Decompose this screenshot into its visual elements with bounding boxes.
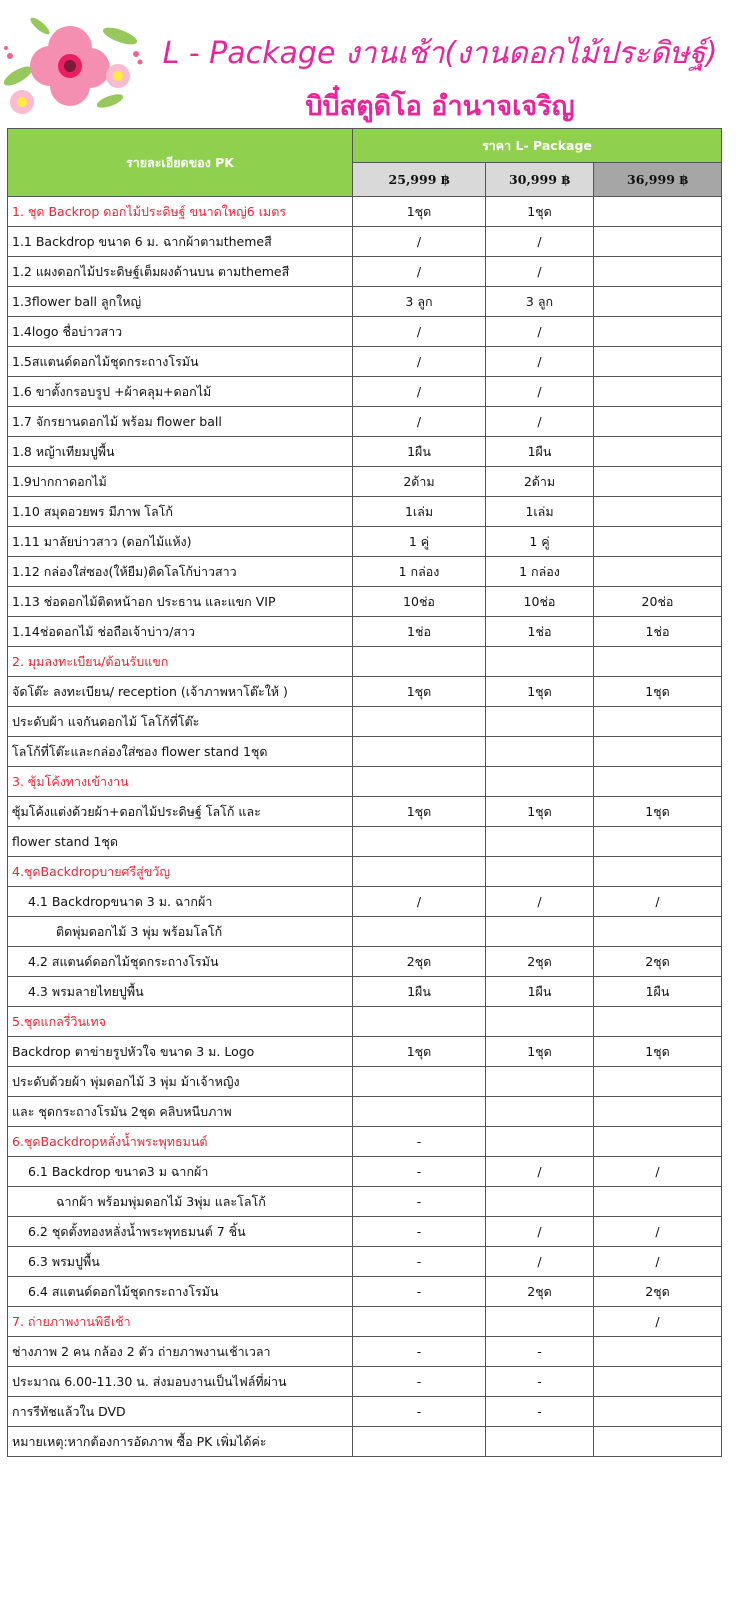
section-row [8,1127,722,1157]
row-description: 1.9ปากกาดอกไม้ [8,467,353,497]
package-1-value: 2ด้าม [353,467,486,497]
package-3-value [594,287,722,317]
row-description: 1.12 กล่องใส่ซอง(ให้ยืม)ติดโลโก้บ่าวสาว [8,557,353,587]
package-1-value: - [353,1247,486,1277]
table-row [8,1217,722,1247]
table-row [8,917,722,947]
package-3-value: / [594,1307,722,1337]
package-1-value: / [353,887,486,917]
row-description: 1.1 Backdrop ขนาด 6 ม. ฉากผ้าตามthemeสี [8,227,353,257]
row-description: ฉากผ้า พร้อมพุ่มดอกไม้ 3พุ่ม และโลโก้ [8,1187,353,1217]
table-row [8,467,722,497]
price-header: ราคา L- Package [353,129,722,163]
package-1-value [353,1067,486,1097]
row-description: Backdrop ตาข่ายรูปหัวใจ ขนาด 3 ม. Logo [8,1037,353,1067]
table-row [8,437,722,467]
row-description: ประดับผ้า แจกันดอกไม้ โลโก้ที่โต๊ะ [8,707,353,737]
package-2-value: / [486,887,594,917]
package-3-value [594,257,722,287]
package-3-value [594,1337,722,1367]
package-1-value: / [353,377,486,407]
package-2-value: / [486,227,594,257]
package-1-value [353,707,486,737]
package-1-value [353,647,486,677]
package-3-value [594,767,722,797]
package-2-value [486,647,594,677]
row-description: ประดับด้วยผ้า พุ่มดอกไม้ 3 พุ่ม ม้าเจ้าหญิง [8,1067,353,1097]
row-description: โลโก้ที่โต๊ะและกล่องใส่ซอง flower stand 1ชุด [8,737,353,767]
table-row [8,1277,722,1307]
package-2-value: 1ผืน [486,437,594,467]
package-3-value: 2ชุด [594,947,722,977]
package-3-value [594,827,722,857]
row-description: 1.5สแตนด์ดอกไม้ชุดกระถางโรมัน [8,347,353,377]
table-row [8,587,722,617]
package-3-value [594,857,722,887]
package-2-value: 2ด้าม [486,467,594,497]
package-1-value: 1ผืน [353,977,486,1007]
table-row [8,1367,722,1397]
package-3-value [594,1097,722,1127]
package-2-value: / [486,347,594,377]
package-2-value [486,767,594,797]
package-3-value [594,707,722,737]
package-1-value [353,917,486,947]
details-header: รายละเอียดของ PK [8,129,353,197]
table-row [8,617,722,647]
package-1-value: - [353,1367,486,1397]
package-2-value: 1ช่อ [486,617,594,647]
package-table [7,128,722,1457]
package-3-value: 1ชุด [594,677,722,707]
package-2-value: / [486,317,594,347]
package-1-value: / [353,407,486,437]
package-3-value [594,317,722,347]
package-2-value [486,1307,594,1337]
package-2-value: 1ผืน [486,977,594,1007]
package-3-value [594,917,722,947]
row-description: ซุ้มโค้งแต่งด้วยผ้า+ดอกไม้ประดิษฐ์ โลโก้ และ [8,797,353,827]
row-description: 1. ชุด Backrop ดอกไม้ประดิษฐ์ ขนาดใหญ่6 เมตร [8,197,353,227]
package-2-value [486,1187,594,1217]
package-3-value: / [594,1157,722,1187]
package-3-value [594,1367,722,1397]
section-row [8,197,722,227]
package-1-value [353,827,486,857]
package-1-value: - [353,1397,486,1427]
package-1-value: 1ผืน [353,437,486,467]
package-1-value: 1ชุด [353,1037,486,1067]
table-row [8,497,722,527]
package-3-value: 1ช่อ [594,617,722,647]
package-3-value [594,467,722,497]
package-1-value: - [353,1277,486,1307]
row-description: ติดพุ่มดอกไม้ 3 พุ่ม พร้อมโลโก้ [8,917,353,947]
package-1-value [353,857,486,887]
package-2-value: 1 กล่อง [486,557,594,587]
row-description: 4.ชุดBackdropบายศรีสู่ขวัญ [8,857,353,887]
row-description: 1.8 หญ้าเทียมปูพื้น [8,437,353,467]
package-2-value: 2ชุด [486,947,594,977]
section-row [8,647,722,677]
package-2-value: / [486,377,594,407]
section-row [8,857,722,887]
row-description: 1.14ช่อดอกไม้ ช่อถือเจ้าบ่าว/สาว [8,617,353,647]
table-row [8,287,722,317]
package-1-value [353,1427,486,1457]
table-row [8,1427,722,1457]
table-row [8,1037,722,1067]
package-3-value: 1ชุด [594,797,722,827]
package-2-value: / [486,407,594,437]
package-1-value: 1 คู่ [353,527,486,557]
package-3-value: / [594,887,722,917]
package-3-value [594,1187,722,1217]
row-description: 1.4logo ชื่อบ่าวสาว [8,317,353,347]
page-subtitle: บิบี๋สตูดิโอ อำนาจเจริญ [305,91,575,122]
package-1-value: - [353,1337,486,1367]
package-3-value [594,197,722,227]
package-2-value: / [486,1217,594,1247]
table-row [8,887,722,917]
package-2-value: 10ช่อ [486,587,594,617]
table-row [8,317,722,347]
package-2-value [486,1427,594,1457]
package-2-value: / [486,257,594,287]
package-2-value [486,1127,594,1157]
package-3-value: 2ชุด [594,1277,722,1307]
package-1-value [353,737,486,767]
package-1-value: 2ชุด [353,947,486,977]
package-1-value [353,1007,486,1037]
package-2-value: 1 คู่ [486,527,594,557]
row-description: 1.6 ขาตั้งกรอบรูป +ผ้าคลุม+ดอกไม้ [8,377,353,407]
package-1-value: - [353,1217,486,1247]
package-2-value: 1ชุด [486,1037,594,1067]
package-2-value: 2ชุด [486,1277,594,1307]
package-2-value: 3 ลูก [486,287,594,317]
row-description: และ ชุดกระถางโรมัน 2ชุด คลิบหนีบภาพ [8,1097,353,1127]
package-2-value [486,737,594,767]
page-header [0,0,750,125]
package-2-value [486,1007,594,1037]
package-1-value: 1 กล่อง [353,557,486,587]
package-1-value: 1เล่ม [353,497,486,527]
package-3-value [594,647,722,677]
package-3-value [594,1397,722,1427]
package-3-value [594,527,722,557]
table-row [8,737,722,767]
row-description: 1.3flower ball ลูกใหญ่ [8,287,353,317]
row-description: 4.2 สแตนด์ดอกไม้ชุดกระถางโรมัน [8,947,353,977]
package-3-value [594,437,722,467]
row-description: 7. ถ่ายภาพงานพิธีเช้า [8,1307,353,1337]
package-2-value: - [486,1367,594,1397]
package-1-value: 3 ลูก [353,287,486,317]
package-3-value: 1ชุด [594,1037,722,1067]
table-row [8,527,722,557]
row-description: 1.11 มาลัยบ่าวสาว (ดอกไม้แห้ง) [8,527,353,557]
price-2: 30,999 ฿ [486,163,594,197]
table-row [8,227,722,257]
package-3-value [594,347,722,377]
row-description: 1.7 จักรยานดอกไม้ พร้อม flower ball [8,407,353,437]
price-1: 25,999 ฿ [353,163,486,197]
table-row [8,1067,722,1097]
row-description: 5.ชุดแกลรี่วินเทจ [8,1007,353,1037]
package-2-value: 1ชุด [486,677,594,707]
package-3-value [594,1127,722,1157]
table-row [8,977,722,1007]
row-description: 6.4 สแตนด์ดอกไม้ชุดกระถางโรมัน [8,1277,353,1307]
package-2-value: / [486,1157,594,1187]
row-description: 6.3 พรมปูพื้น [8,1247,353,1277]
package-3-value [594,1427,722,1457]
table-row [8,1397,722,1427]
package-2-value: - [486,1337,594,1367]
row-description: หมายเหตุ:หากต้องการอัดภาพ ซื้อ PK เพิ่มได้ค่ะ [8,1427,353,1457]
page-title: L - Package งานเช้า(งานดอกไม้ประดิษฐ์) [162,36,718,71]
row-description: 1.13 ช่อดอกไม้ติดหน้าอก ประธาน และแขก VIP [8,587,353,617]
package-3-value: 20ช่อ [594,587,722,617]
row-description: 1.10 สมุดอวยพร มีภาพ โลโก้ [8,497,353,527]
package-1-value: 10ช่อ [353,587,486,617]
table-row [8,407,722,437]
table-row [8,707,722,737]
package-2-value: 1ชุด [486,197,594,227]
table-row [8,827,722,857]
row-description: ช่างภาพ 2 คน กล้อง 2 ตัว ถ่ายภาพงานเช้าเวลา [8,1337,353,1367]
package-2-value [486,707,594,737]
package-1-value: 1ช่อ [353,617,486,647]
row-description: 3. ซุ้มโค้งทางเข้างาน [8,767,353,797]
package-3-value: 1ผืน [594,977,722,1007]
table-row [8,257,722,287]
row-description: 4.3 พรมลายไทยปูพื้น [8,977,353,1007]
package-3-value [594,497,722,527]
table-row [8,797,722,827]
section-row [8,1007,722,1037]
row-description: ประมาณ 6.00-11.30 น. ส่งมอบงานเป็นไฟล์ที่ผ่าน [8,1367,353,1397]
package-3-value [594,1067,722,1097]
package-1-value: - [353,1127,486,1157]
package-1-value: - [353,1187,486,1217]
row-description: การรีทัชแล้วใน DVD [8,1397,353,1427]
package-2-value: 1ชุด [486,797,594,827]
table-row [8,557,722,587]
row-description: 2. มุมลงทะเบียน/ต้อนรับแขก [8,647,353,677]
row-description: 6.ชุดBackdropหลั่งน้ำพระพุทธมนต์ [8,1127,353,1157]
package-2-value [486,827,594,857]
package-3-value: / [594,1217,722,1247]
package-1-value: 1ชุด [353,677,486,707]
package-2-value: 1เล่ม [486,497,594,527]
package-1-value [353,1097,486,1127]
package-1-value: / [353,227,486,257]
package-1-value: 1ชุด [353,797,486,827]
package-2-value [486,1067,594,1097]
package-1-value: / [353,347,486,377]
package-2-value: / [486,1247,594,1277]
package-2-value [486,917,594,947]
package-3-value [594,377,722,407]
package-3-value: / [594,1247,722,1277]
package-1-value: 1ชุด [353,197,486,227]
table-row [8,677,722,707]
price-3: 36,999 ฿ [594,163,722,197]
table-row [8,347,722,377]
table-row [8,377,722,407]
table-row [8,1157,722,1187]
package-3-value [594,227,722,257]
row-description: จัดโต๊ะ ลงทะเบียน/ reception (เจ้าภาพหาโต๊ะให้ ) [8,677,353,707]
package-3-value [594,1007,722,1037]
table-row [8,1097,722,1127]
package-rows [8,197,722,1457]
row-description: 1.2 แผงดอกไม้ประดิษฐ์เต็มผงด้านบน ตามthemeสี [8,257,353,287]
package-2-value [486,857,594,887]
package-2-value: - [486,1397,594,1427]
package-3-value [594,737,722,767]
table-row [8,1187,722,1217]
section-row [8,1307,722,1337]
package-1-value: - [353,1157,486,1187]
package-1-value [353,1307,486,1337]
row-description: flower stand 1ชุด [8,827,353,857]
package-1-value: / [353,257,486,287]
table-row [8,947,722,977]
row-description: 6.2 ชุดตั้งทองหลั่งน้ำพระพุทธมนต์ 7 ชิ้น [8,1217,353,1247]
package-3-value [594,557,722,587]
row-description: 4.1 Backdropขนาด 3 ม. ฉากผ้า [8,887,353,917]
package-1-value: / [353,317,486,347]
package-3-value [594,407,722,437]
table-row [8,1337,722,1367]
row-description: 6.1 Backdrop ขนาด3 ม ฉากผ้า [8,1157,353,1187]
table-row [8,1247,722,1277]
section-row [8,767,722,797]
flower-bouquet-icon [0,6,150,121]
package-1-value [353,767,486,797]
package-2-value [486,1097,594,1127]
